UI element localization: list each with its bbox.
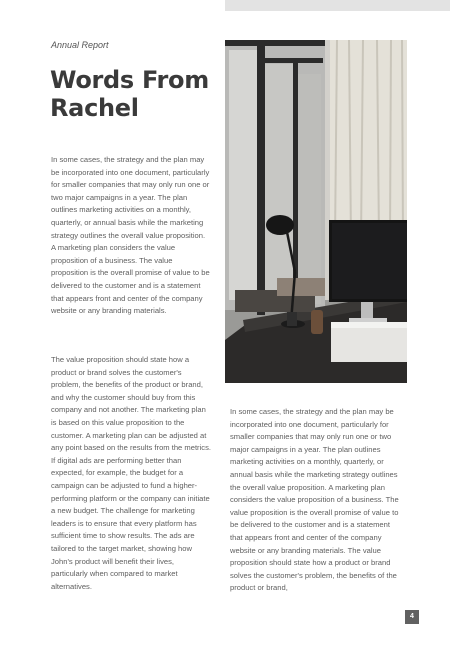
- report-kicker: Annual Report: [51, 40, 109, 50]
- page-number-badge: 4: [405, 610, 419, 624]
- body-paragraph-1: In some cases, the strategy and the plan may be incorporated into one document, particularly for smaller companies that may only run one or two major campaigns in a year. The plan outlines marketing activities on a monthly, quarterly, or annual basis while the marketing strategy outlines the overall value proposition. A marketing plan considers the value proposition of a business. The value proposition is the overall promise of value to be delivered to the customer and is a statement that appears front and center of the company website or any branding materials.: [51, 155, 210, 316]
- title-line-1: Words From: [50, 66, 209, 94]
- top-accent-band: [225, 0, 450, 11]
- body-paragraph-3: In some cases, the strategy and the plan may be incorporated into one document, particularly for smaller companies that may only run one or two major campaigns in a year. The plan outlines marketing activities on a monthly, quarterly, or annual basis while the marketing strategy outlines the overall value proposition. A marketing plan considers the value proposition of a business. The value proposition is the overall promise of value to be delivered to the customer and is a statement that appears front and center of the company website or any branding materials. The value proposition should state how a product or brand solves the customer's problem, the benefits of the product or brand,: [230, 407, 399, 593]
- page-title: [50, 66, 220, 122]
- office-desk-photo: [225, 40, 407, 383]
- body-paragraph-2: The value proposition should state how a product or brand solves the customer's problem, the benefits of the product or brand, and why the customer should buy from this company and not another. The marketing plan is based on this value proposition to the customer. A marketing plan can be adjusted at any point based on the results from the metrics. If digital ads are performing better than expected, for example, the budget for a campaign can be adjusted to fund a higher-performing platform or the company can initiate a new budget. The challenge for marketing leaders is to ensure that every platform has sufficient time to show results. The ads are tailored to the target market, showing how John's product will benefit their lives, particularly when compared to market alternatives.: [51, 355, 211, 591]
- title-line-2: Rachel: [50, 94, 139, 122]
